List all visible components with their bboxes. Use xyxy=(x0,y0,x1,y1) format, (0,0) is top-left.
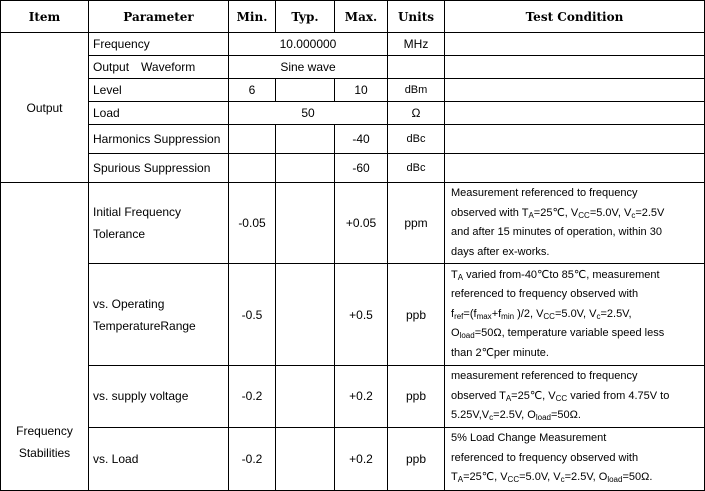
unit-spurious: dBc xyxy=(388,154,445,183)
condition-frequency xyxy=(445,33,705,56)
param-operating-temperature-range: vs. Operating TemperatureRange xyxy=(89,264,229,366)
param-frequency: Frequency xyxy=(89,33,229,56)
item-frequency-stabilities: Frequency Stabilities xyxy=(1,183,89,491)
value-supply-max: +0.2 xyxy=(335,366,388,428)
value-temperature-min: -0.5 xyxy=(229,264,276,366)
table-row xyxy=(1,264,705,366)
param-supply-voltage: vs. supply voltage xyxy=(89,366,229,428)
table-row xyxy=(1,154,705,183)
value-waveform-typ: Sine wave xyxy=(229,56,388,79)
header-units: Units xyxy=(388,1,445,33)
param-load: Load xyxy=(89,102,229,125)
value-level-max: 10 xyxy=(335,79,388,102)
value-harmonics-min xyxy=(229,125,276,154)
param-initial-frequency-tolerance: Initial Frequency Tolerance xyxy=(89,183,229,264)
value-harmonics-typ xyxy=(276,125,335,154)
unit-supply: ppb xyxy=(388,366,445,428)
header-row xyxy=(1,1,705,33)
param-spurious-suppression: Spurious Suppression xyxy=(89,154,229,183)
value-load-min: -0.2 xyxy=(229,427,276,490)
unit-frequency: MHz xyxy=(388,33,445,56)
value-level-typ xyxy=(276,79,335,102)
value-load-stab-typ xyxy=(276,427,335,490)
header-item: Item xyxy=(1,1,89,33)
value-frequency-typ: 10.000000 xyxy=(229,33,388,56)
table-row xyxy=(1,366,705,428)
table-row xyxy=(1,33,705,56)
condition-harmonics xyxy=(445,125,705,154)
condition-spurious xyxy=(445,154,705,183)
value-supply-typ xyxy=(276,366,335,428)
value-initial-typ xyxy=(276,183,335,264)
header-max: Max. xyxy=(335,1,388,33)
param-harmonics-suppression: Harmonics Suppression xyxy=(89,125,229,154)
param-load-stability: vs. Load xyxy=(89,427,229,490)
condition-temperature: $T_A$ varied from-40℃to 85℃, measurement referenced to frequency observed with $f_{ref}=(f_{max}+f_{min}$ )/2, $V_{CC}=5.0V$, $V_c=2.5V$, $O_{load}=50\Omega$, temperature variable speed less than 2℃per minute. xyxy=(445,264,705,366)
value-spurious-max: -60 xyxy=(335,154,388,183)
header-parameter: Parameter xyxy=(89,1,229,33)
value-harmonics-max: -40 xyxy=(335,125,388,154)
table-row xyxy=(1,427,705,490)
unit-temperature: ppb xyxy=(388,264,445,366)
unit-initial: ppm xyxy=(388,183,445,264)
table-row xyxy=(1,56,705,79)
table-row xyxy=(1,79,705,102)
value-load-typ: 50 xyxy=(229,102,388,125)
value-supply-min: -0.2 xyxy=(229,366,276,428)
unit-load: Ω xyxy=(388,102,445,125)
condition-initial-tolerance: Measurement referenced to frequency observed with $T_A=25℃$, $V_{CC}=5.0V$, $V_c=2.5V$ and after 15 minutes of operation, within 30 days after ex-works. xyxy=(445,183,705,264)
condition-load-change: 5% Load Change Measurement referenced to frequency observed with $T_A=25℃$, $V_{CC}=5.0V$, $V_c=2.5V$, $O_{load}=50\Omega$. xyxy=(445,427,705,490)
condition-supply-voltage: measurement referenced to frequency observed $T_A=25℃$, $V_{CC}$ varied from 4.75V to $5.25V,V_c=2.5V$, $O_{load}=50\Omega$. xyxy=(445,366,705,428)
unit-waveform xyxy=(388,56,445,79)
condition-level xyxy=(445,79,705,102)
unit-harmonics: dBc xyxy=(388,125,445,154)
header-test-condition: Test Condition xyxy=(445,1,705,33)
value-level-min: 6 xyxy=(229,79,276,102)
header-min: Min. xyxy=(229,1,276,33)
header-typ: Typ. xyxy=(276,1,335,33)
value-spurious-typ xyxy=(276,154,335,183)
value-initial-min: -0.05 xyxy=(229,183,276,264)
unit-load-stability: ppb xyxy=(388,427,445,490)
value-temperature-typ xyxy=(276,264,335,366)
value-spurious-min xyxy=(229,154,276,183)
value-temperature-max: +0.5 xyxy=(335,264,388,366)
table-row xyxy=(1,125,705,154)
table-row xyxy=(1,102,705,125)
table-row xyxy=(1,183,705,264)
item-output: Output xyxy=(1,33,89,183)
condition-waveform xyxy=(445,56,705,79)
param-output-waveform: Output Waveform xyxy=(89,56,229,79)
unit-level: dBm xyxy=(388,79,445,102)
value-load-max: +0.2 xyxy=(335,427,388,490)
param-level: Level xyxy=(89,79,229,102)
condition-load xyxy=(445,102,705,125)
value-initial-max: +0.05 xyxy=(335,183,388,264)
